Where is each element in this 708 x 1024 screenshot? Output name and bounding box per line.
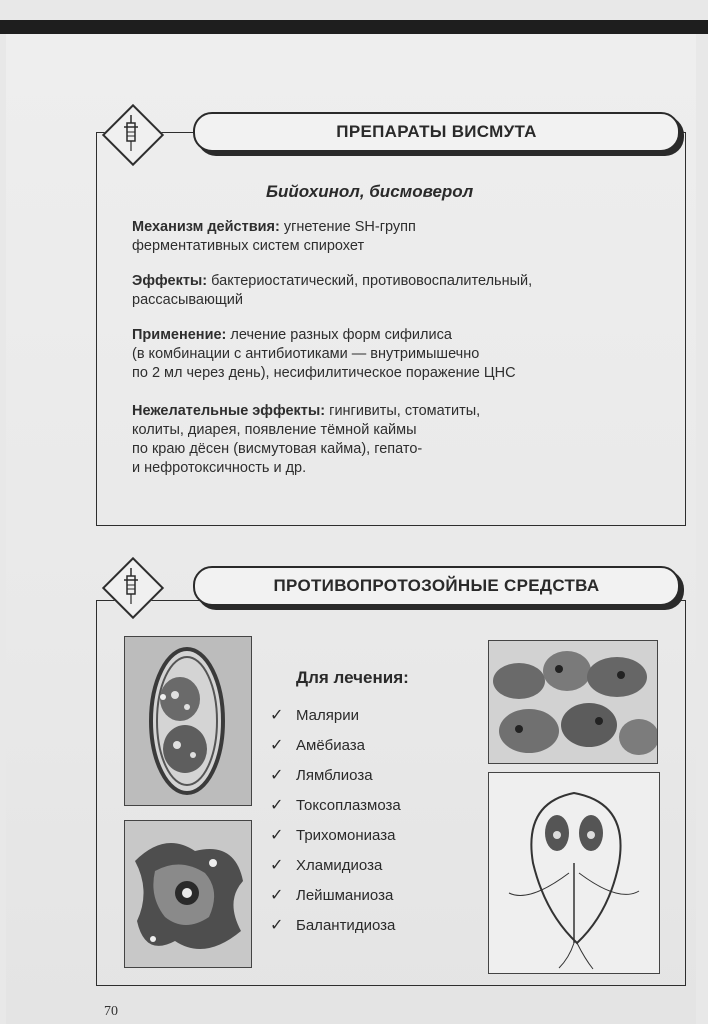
- checkmark-icon: ✓: [270, 737, 284, 754]
- effects-text-2: рассасывающий: [132, 292, 243, 308]
- side-effects-paragraph: [132, 402, 672, 478]
- mechanism-paragraph: [132, 218, 672, 256]
- giardia-drawing: [488, 772, 660, 974]
- usage-label: Применение:: [132, 327, 227, 343]
- checkmark-icon: ✓: [270, 857, 284, 874]
- usage-text-2: (в комбинации с антибиотиками — внутримышечно: [132, 346, 480, 362]
- section-icon-badge: [103, 105, 159, 161]
- list-item-label: Хламидиоза: [296, 856, 383, 874]
- mechanism-label: Механизм действия:: [132, 219, 280, 235]
- side-effects-label: Нежелательные эффекты:: [132, 403, 326, 419]
- checkmark-icon: ✓: [270, 767, 284, 784]
- effects-paragraph: [132, 272, 672, 310]
- list-item: [270, 880, 401, 910]
- mechanism-text-1: угнетение SH-групп: [283, 219, 416, 235]
- list-item-label: Лейшманиоза: [296, 886, 394, 904]
- section-title-antiprotozoal: ПРОТИВОПРОТОЗОЙНЫЕ СРЕДСТВА: [193, 566, 680, 606]
- usage-text-3: по 2 мл через день), несифилитическое поражение ЦНС: [132, 365, 516, 381]
- checkmark-icon: ✓: [270, 827, 284, 844]
- list-item-label: Лямблиоза: [296, 766, 373, 784]
- syringe-icon: [115, 113, 147, 153]
- list-item: [270, 730, 401, 760]
- syringe-icon: [115, 566, 147, 606]
- effects-text-1: бактериостатический, противовоспалительный,: [211, 273, 533, 289]
- checkmark-icon: ✓: [270, 707, 284, 724]
- checkmark-icon: ✓: [270, 887, 284, 904]
- list-item-label: Токсоплазмоза: [296, 796, 401, 814]
- section-icon-badge: [103, 558, 159, 614]
- usage-text-1: лечение разных форм сифилиса: [230, 327, 452, 343]
- mechanism-text-2: ферментативных систем спирохет: [132, 238, 365, 254]
- drug-names-subtitle: Бийохинол, бисмоверол: [266, 182, 474, 201]
- protozoan-cyst-photo: [124, 636, 252, 806]
- side-effects-text-1: гингивиты, стоматиты,: [329, 403, 481, 419]
- list-item-label: Балантидиоза: [296, 916, 396, 934]
- list-item: [270, 790, 401, 820]
- checkmark-icon: ✓: [270, 797, 284, 814]
- list-item-label: Трихомониаза: [296, 826, 396, 844]
- indications-list: [270, 700, 401, 940]
- trophozoites-photo: [488, 640, 658, 764]
- list-item-label: Малярии: [296, 706, 359, 724]
- side-effects-text-3: по краю дёсен (висмутовая кайма), гепато-: [132, 441, 423, 457]
- side-effects-text-2: колиты, диарея, появление тёмной каймы: [132, 422, 417, 438]
- page-number: 70: [104, 1004, 118, 1019]
- list-item: [270, 700, 401, 730]
- list-item-label: Амёбиаза: [296, 736, 366, 754]
- list-item: [270, 910, 401, 940]
- usage-paragraph: [132, 326, 672, 383]
- effects-label: Эффекты:: [132, 273, 208, 289]
- checkmark-icon: ✓: [270, 917, 284, 934]
- list-item: [270, 760, 401, 790]
- section-title-bismuth: ПРЕПАРАТЫ ВИСМУТА: [193, 112, 680, 152]
- list-item: [270, 850, 401, 880]
- side-effects-text-4: и нефротоксичность и др.: [132, 460, 307, 476]
- scan-top-edge: [0, 20, 708, 34]
- list-item: [270, 820, 401, 850]
- treatment-list-heading: Для лечения:: [296, 668, 409, 687]
- amoeba-photo: [124, 820, 252, 968]
